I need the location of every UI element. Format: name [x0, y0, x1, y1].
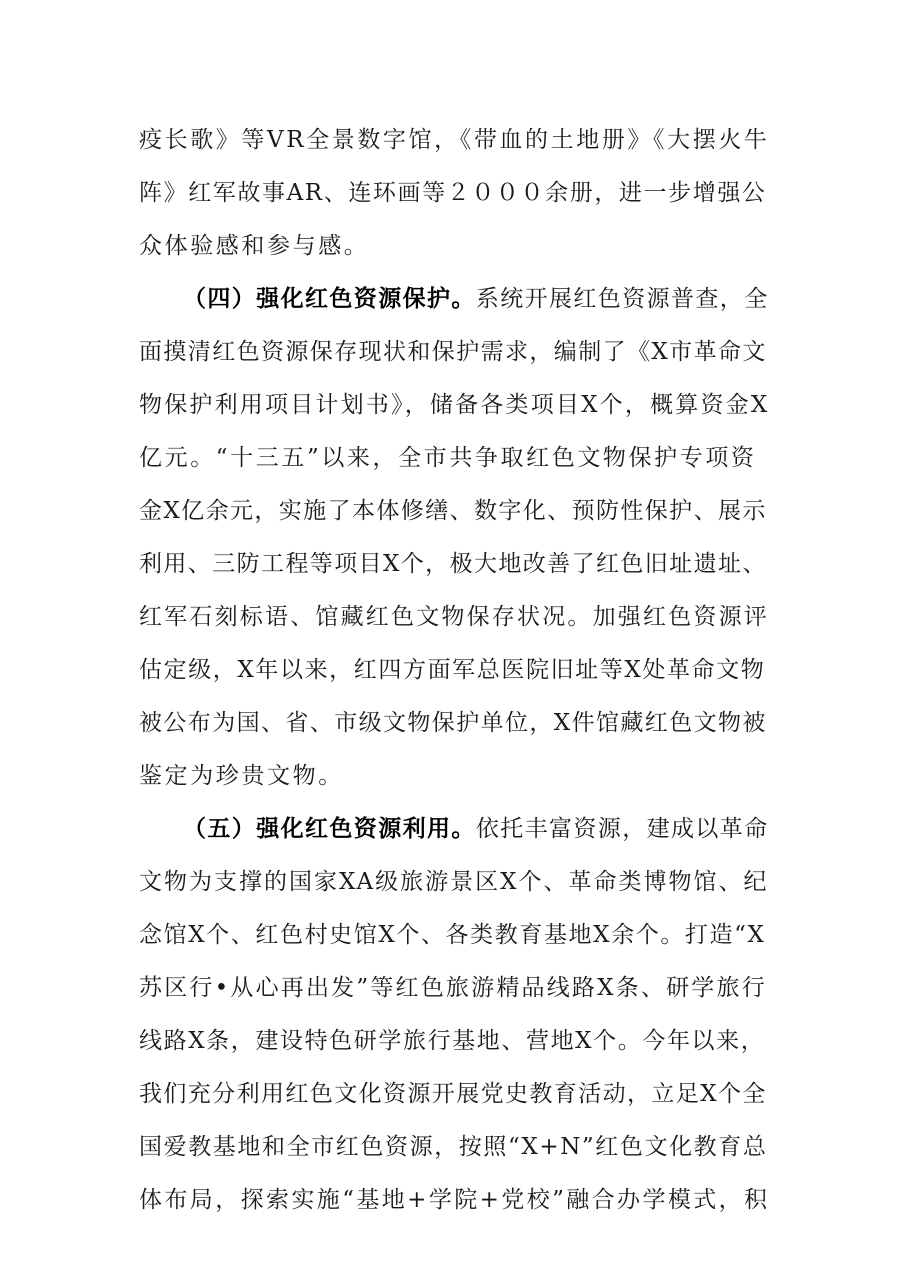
paragraph-line: 苏区行•从心再出发”等红色旅游精品线路X条、研学旅行 [139, 975, 767, 1001]
paragraph-line: 国爱教基地和全市红色资源，按照“X+N”红色文化教育总 [139, 1134, 768, 1160]
section-5-first-line-text: 依托丰富资源，建成以革命 [475, 816, 769, 842]
paragraph-line: 我们充分利用红色文化资源开展党史教育活动，立足X个全 [139, 1081, 767, 1107]
section-4-first-line-text: 系统开展红色资源普查，全 [475, 286, 769, 312]
paragraph-line: 亿元。“十三五”以来，全市共争取红色文物保护专项资 [139, 445, 757, 471]
paragraph-line: 文物为支撑的国家XA级旅游景区X个、革命类博物馆、纪 [139, 869, 769, 895]
paragraph-line: 体布局，探索实施“基地+学院+党校”融合办学模式，积 [139, 1187, 770, 1213]
section-4-heading: （四）强化红色资源保护。 [183, 286, 476, 312]
paragraph-line: 物保护利用项目计划书》，储备各类项目X个，概算资金X [139, 392, 770, 418]
paragraph-line: 鉴定为珍贵文物。 [139, 763, 344, 789]
paragraph-line: 估定级，X年以来，红四方面军总医院旧址等X处革命文物 [139, 657, 766, 683]
paragraph-line: 利用、三防工程等项目X个，极大地改善了红色旧址遗址、 [139, 551, 767, 577]
section-4-first-line [183, 284, 769, 314]
paragraph-line: 被公布为国、省、市级文物保护单位，X件馆藏红色文物被 [139, 710, 767, 736]
paragraph-line: 疫长歌》等VR全景数字馆，《带血的土地册》《大摆火牛 [139, 127, 770, 153]
paragraph-line: 念馆X个、红色村史馆X个、各类教育基地X余个。打造“X [139, 922, 766, 948]
section-5-heading: （五）强化红色资源利用。 [183, 816, 476, 842]
section-5-first-line [183, 814, 769, 844]
paragraph-line: 金X亿余元，实施了本体修缮、数字化、预防性保护、展示 [139, 498, 767, 524]
paragraph-line: 众体验感和参与感。 [139, 233, 370, 259]
paragraph-line: 阵》红军故事AR、连环画等２０００余册，进一步增强公 [139, 180, 767, 206]
paragraph-line: 红军石刻标语、馆藏红色文物保存状况。加强红色资源评 [139, 604, 769, 630]
paragraph-line: 面摸清红色资源保存现状和保护需求，编制了《X市革命文 [139, 339, 767, 365]
paragraph-line: 线路X条，建设特色研学旅行基地、营地X个。今年以来， [139, 1028, 766, 1054]
